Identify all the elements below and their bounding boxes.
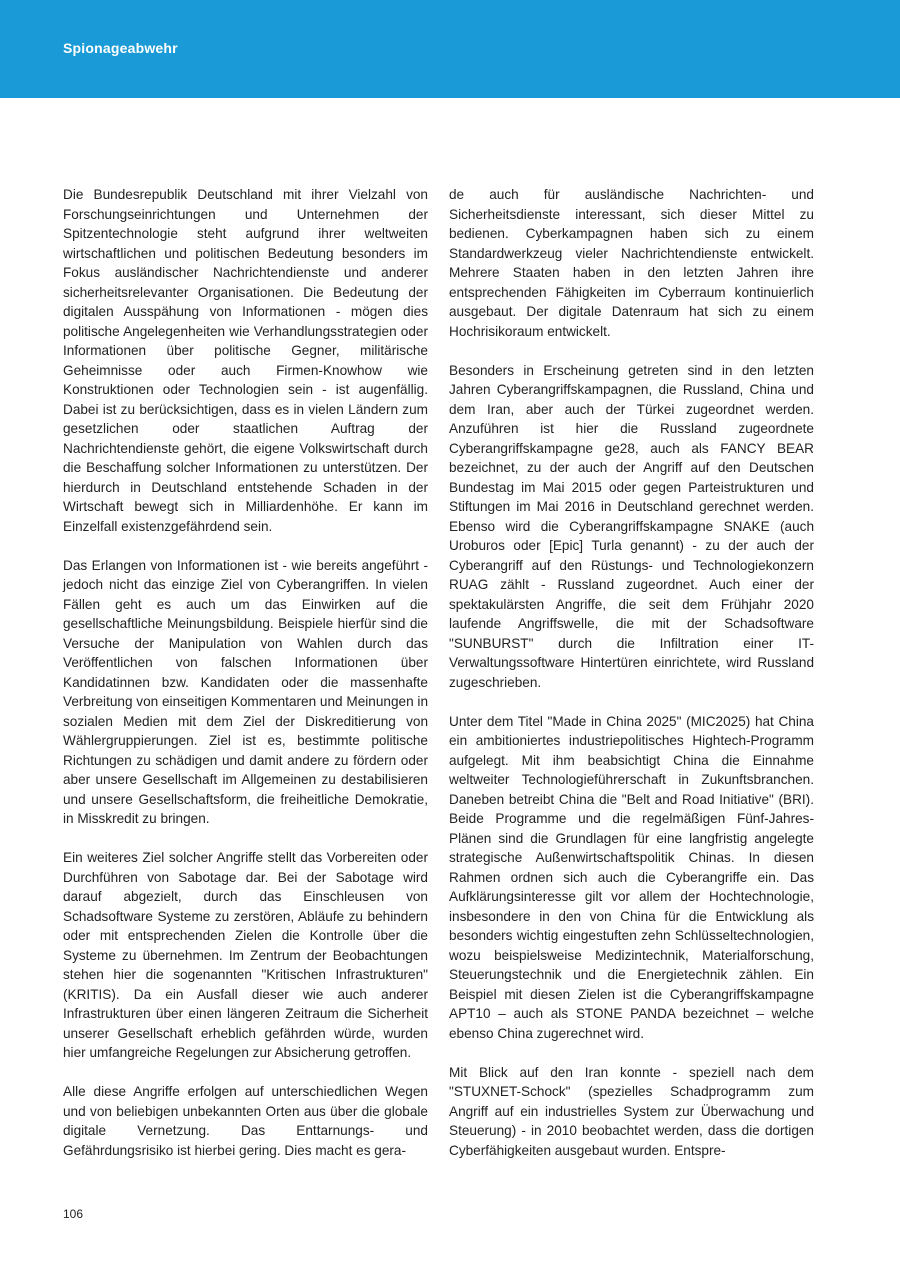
text-column-right bbox=[449, 185, 814, 1180]
page-number: 106 bbox=[63, 1207, 84, 1221]
paragraph: Die Bundesrepublik Deutschland mit ihrer Vielzahl von Forschungseinrichtungen und Unternehmen der Spitzentechnologie steht aufgrund ihrer weltweiten wirtschaftlichen und politischen Bedeutung besonders im Fokus ausländischer Nachrichtendienste und anderer sicherheitsrelevanter Organisationen. Die Bedeutung der digitalen Ausspähung von Informationen - mögen dies politische Angelegenheiten wie Verhandlungsstrategien oder Informationen über politische Gegner, militärische Geheimnisse oder auch Firmen-Knowhow wie Konstruktionen oder Technologien sein - ist augenfällig. Dabei ist zu berücksichtigen, dass es in vielen Ländern zum gesetzlichen oder staatlichen Auftrag der Nachrichtendienste gehört, die eigene Volkswirtschaft durch die Beschaffung solcher Informationen zu unterstützen. Der hierdurch in Deutschland entstehende Schaden in der Wirtschaft bewegt sich in Milliardenhöhe. Er kann im Einzelfall existenzgefährdend sein. bbox=[63, 187, 428, 534]
paragraph: Mit Blick auf den Iran konnte - speziell nach dem "STUXNET-Schock" (spezielles Schadprogramm zum Angriff auf ein industrielles System zur Überwachung und Steuerung) - in 2010 beobachtet werden, dass die dortigen Cyberfähigkeiten ausgebaut wurden. Entspre- bbox=[449, 1064, 814, 1158]
header-band bbox=[0, 0, 900, 98]
paragraph: de auch für ausländische Nachrichten- und Sicherheitsdienste interessant, sich dieser Mittel zu bedienen. Cyberkampagnen haben sich zu einem Standardwerkzeug vieler Nachrichtendienste entwickelt. Mehrere Staaten haben in den letzten Jahren ihre entsprechenden Fähigkeiten im Cyberraum kontinuierlich ausgebaut. Der digitale Datenraum hat sich zu einem Hochrisikoraum entwickelt. bbox=[449, 187, 814, 339]
section-title: Spionageabwehr bbox=[63, 40, 178, 56]
paragraph: Besonders in Erscheinung getreten sind in den letzten Jahren Cyberangriffskampagnen, die Russland, China und dem Iran, aber auch der Türkei zugeordnet werden. Anzuführen ist hier die Russland zugeordnete Cyberangriffskampagne ge28, auch als FANCY BEAR bezeichnet, zu der auch der Angriff auf den Deutschen Bundestag im Mai 2015 oder gegen Parteistrukturen und Stiftungen im Mai 2016 in Deutschland gerechnet werden. Ebenso wird die Cyberangriffskampagne SNAKE (auch Uroburos oder [Epic] Turla genannt) - zu der auch der Cyberangriff auf den Rüstungs- und Technologiekonzern RUAG zählt - Russland zugeordnet. Auch einer der spektakulärsten Angriffe, die seit dem Frühjahr 2020 laufende Angriffswelle, die mit der Schadsoftware "SUNBURST" durch die Infiltration einer IT-Verwaltungssoftware Hintertüren einrichtete, wird Russland zugeschrieben. bbox=[449, 362, 814, 690]
text-column-left bbox=[63, 185, 428, 1180]
paragraph: Alle diese Angriffe erfolgen auf unterschiedlichen Wegen und von beliebigen unbekannten Orten aus über die globale digitale Vernetzung. Das Enttarnungs- und Gefährdungsrisiko ist hierbei gering. Dies macht es gera- bbox=[63, 1084, 428, 1158]
paragraph: Das Erlangen von Informationen ist - wie bereits angeführt - jedoch nicht das einzige Ziel von Cyberangriffen. In vielen Fällen geht es auch um das Einwirken auf die gesellschaftliche Meinungsbildung. Beispiele hierfür sind die Versuche der Manipulation von Wahlen durch das Veröffentlichen von falschen Informationen über Kandidatinnen bzw. Kandidaten oder die massenhafte Verbreitung von einseitigen Kommentaren und Meinungen in sozialen Medien mit dem Ziel der Diskreditierung von Wählergruppierungen. Ziel ist es, bestimmte politische Richtungen zu schädigen und damit andere zu fördern oder aber unsere Gesellschaft im Allgemeinen zu destabilisieren und unsere Gesellschaftsform, die freiheitliche Demokratie, in Misskredit zu bringen. bbox=[63, 557, 429, 826]
paragraph: Ein weiteres Ziel solcher Angriffe stellt das Vorbereiten oder Durchführen von Sabotage dar. Bei der Sabotage wird darauf abgezielt, durch das Einschleusen von Schadsoftware Systeme zu zerstören, Abläufe zu behindern oder mit entsprechenden Zielen die Kontrolle über die Systeme zu übernehmen. Im Zentrum der Beobachtungen stehen hier die sogenannten "Kritischen Infrastrukturen" (KRITIS). Da ein Ausfall dieser wie auch anderer Infrastrukturen über einen längeren Zeitraum die Sicherheit unserer Gesellschaft erheblich gefährden würde, wurden hier umfangreiche Regelungen zur Absicherung getroffen. bbox=[63, 850, 428, 1060]
paragraph: Unter dem Titel "Made in China 2025" (MIC2025) hat China ein ambitioniertes industriepolitisches Hightech-Programm aufgelegt. Mit ihm beabsichtigt China die Einnahme weltweiter Technologieführerschaft in Zukunftsbranchen. Daneben betreibt China die "Belt and Road Initiative" (BRI). Beide Programme und die regelmäßigen Fünf-Jahres-Plänen sind die Grundlagen für eine langfristig angelegte strategische Außenwirtschaftspolitik Chinas. In diesen Rahmen ordnen sich auch die Cyberangriffe ein. Das Aufklärungsinteresse gilt vor allem der Hochtechnologie, insbesondere in den von China für die Entwicklung als besonders wichtig eingestuften zehn Schlüsseltechnologien, wozu beispielsweise Medizintechnik, Materialforschung, Steuerungstechnik und die Energietechnik zählen. Ein Beispiel mit diesen Zielen ist die Cyberangriffskampagne APT10 – auch als STONE PANDA bezeichnet – welche ebenso China zugerechnet wird. bbox=[449, 713, 814, 1041]
